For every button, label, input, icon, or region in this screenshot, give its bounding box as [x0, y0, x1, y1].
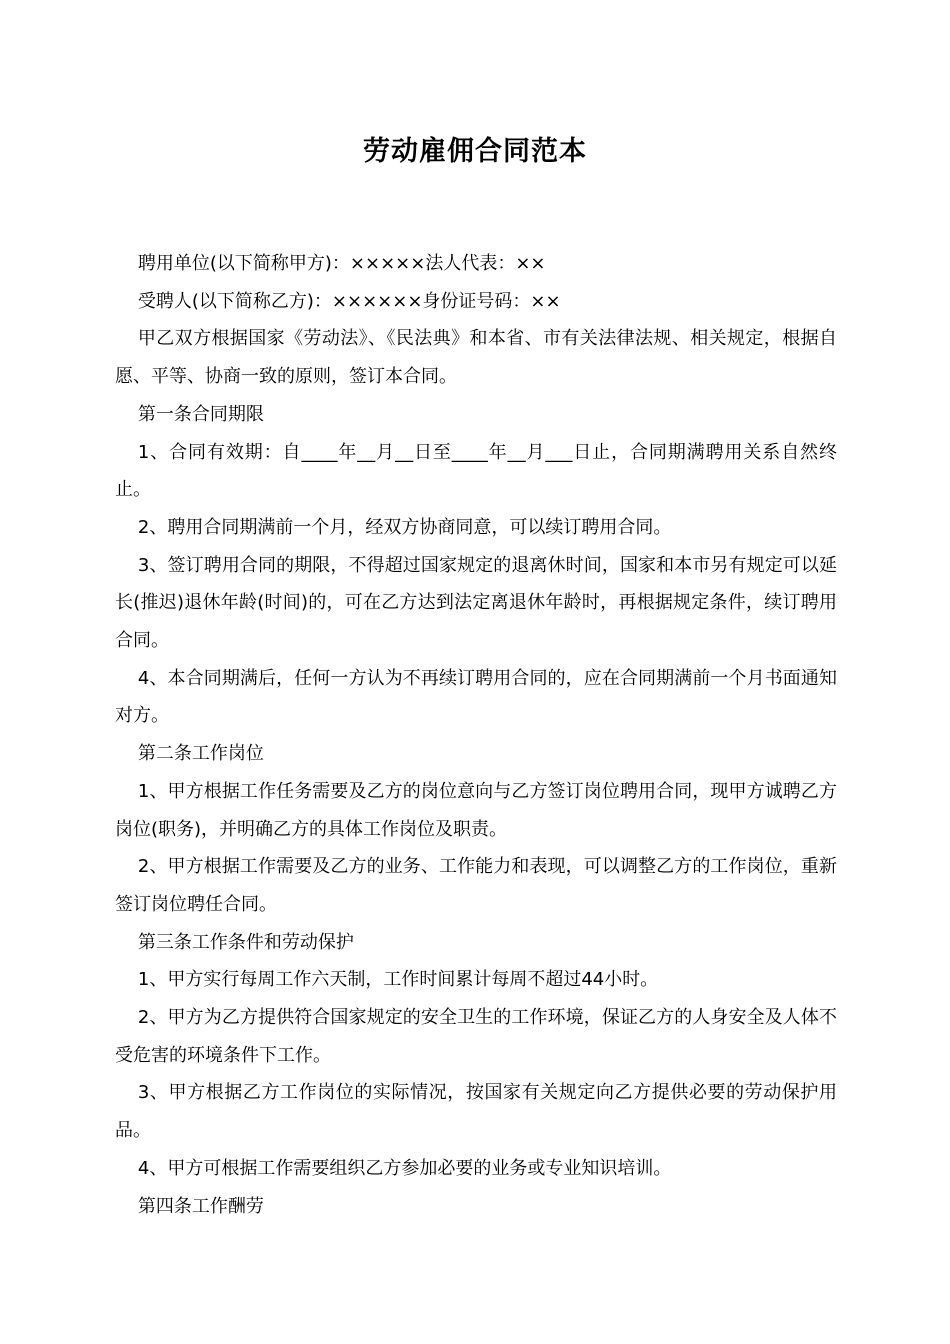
- article-3-clause-1: 1、甲方实行每周工作六天制，工作时间累计每周不超过44小时。: [137, 969, 659, 991]
- employer-line: 聘用单位(以下简称甲方)：×××××法人代表：××: [137, 253, 546, 274]
- document-body: [115, 245, 837, 1225]
- article-2-clause-2: 2、甲方根据工作需要及乙方的业务、工作能力和表现，可以调整乙方的工作岗位，重新签订岗位聘任合同。: [115, 856, 837, 915]
- article-2-heading: 第二条工作岗位: [137, 743, 264, 765]
- article-1-clause-3: 3、签订聘用合同的期限，不得超过国家规定的退离休时间，国家和本市另有规定可以延长(推迟)退休年龄(时间)的，可在乙方达到法定离退休年龄时，再根据规定条件，续订聘用合同。: [115, 554, 837, 652]
- preamble-paragraph: 甲乙双方根据国家《劳动法》、《民法典》和本省、市有关法律法规、相关规定，根据自愿、平等、协商一致的原则，签订本合同。: [115, 328, 837, 388]
- article-1-heading: 第一条合同期限: [137, 403, 264, 425]
- article-4-heading: 第四条工作酬劳: [137, 1195, 264, 1217]
- article-2-clause-1: 1、甲方根据工作任务需要及乙方的岗位意向与乙方签订岗位聘用合同，现甲方诚聘乙方岗位(职务)，并明确乙方的具体工作岗位及职责。: [115, 780, 837, 840]
- article-1-clause-1: 1、合同有效期：自____年__月__日至____年__月___日止，合同期满聘用关系自然终止。: [115, 441, 837, 501]
- article-1-clause-2: 2、聘用合同期满前一个月，经双方协商同意，可以续订聘用合同。: [137, 516, 672, 538]
- article-3-heading: 第三条工作条件和劳动保护: [137, 931, 354, 953]
- article-3-clause-3: 3、甲方根据乙方工作岗位的实际情况，按国家有关规定向乙方提供必要的劳动保护用品。: [115, 1082, 837, 1142]
- article-1-clause-4: 4、本合同期满后，任何一方认为不再续订聘用合同的，应在合同期满前一个月书面通知对方。: [115, 667, 837, 727]
- article-3-clause-4: 4、甲方可根据工作需要组织乙方参加必要的业务或专业知识培训。: [137, 1157, 672, 1179]
- employee-line: 受聘人(以下简称乙方)：××××××身份证号码：××: [137, 290, 561, 312]
- article-3-clause-2: 2、甲方为乙方提供符合国家规定的安全卫生的工作环境，保证乙方的人身安全及人体不受危害的环境条件下工作。: [115, 1007, 837, 1066]
- document-title: 劳动雇佣合同范本: [363, 136, 587, 167]
